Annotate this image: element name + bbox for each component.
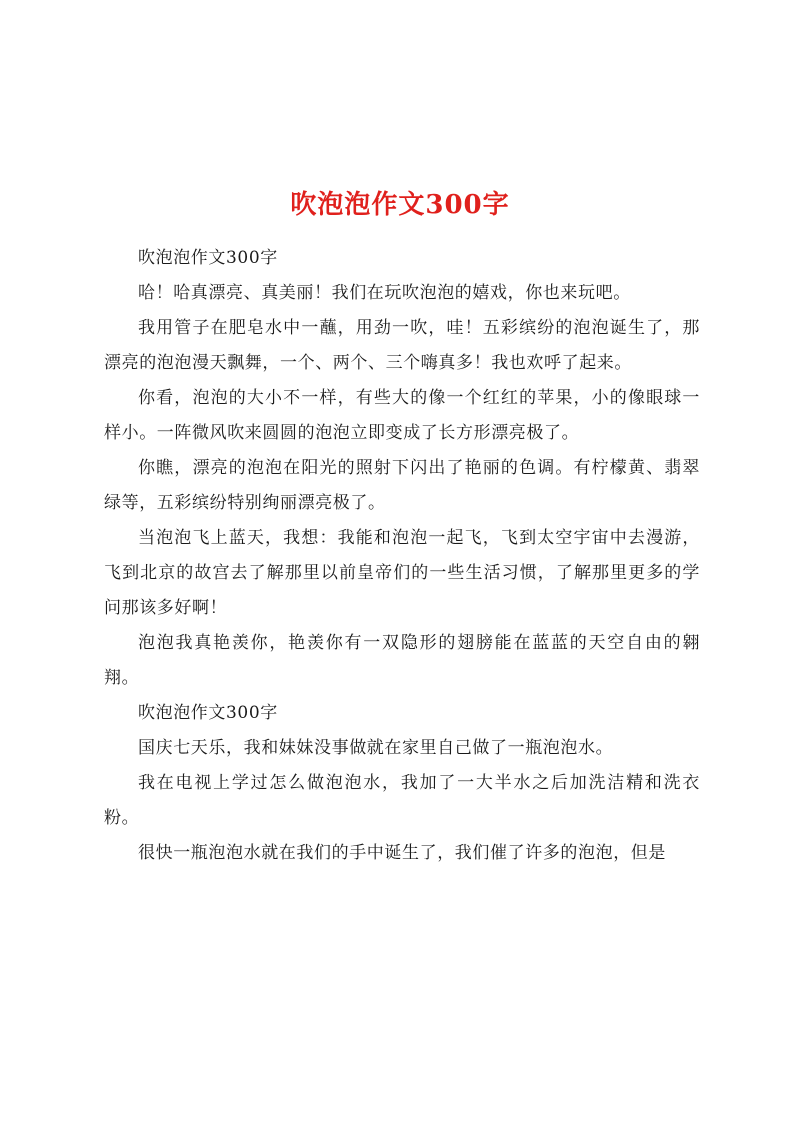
document-body: [104, 241, 700, 871]
paragraph: 我用管子在肥皂水中一蘸，用劲一吹，哇！五彩缤纷的泡泡诞生了，那漂亮的泡泡漫天飘舞，一个、两个、三个嗨真多！我也欢呼了起来。: [104, 318, 700, 373]
paragraph: 你瞧，漂亮的泡泡在阳光的照射下闪出了艳丽的色调。有柠檬黄、翡翠绿等，五彩缤纷特别绚丽漂亮极了。: [104, 458, 700, 513]
paragraph-subtitle-1: 吹泡泡作文300字: [138, 248, 278, 268]
paragraph-subtitle-2: 吹泡泡作文300字: [138, 703, 278, 723]
paragraph: 很快一瓶泡泡水就在我们的手中诞生了，我们催了许多的泡泡，但是: [138, 843, 666, 863]
paragraph: 泡泡我真艳羡你，艳羡你有一双隐形的翅膀能在蓝蓝的天空自由的翱翔。: [104, 633, 700, 688]
document-title: 吹泡泡作文300字: [290, 190, 510, 221]
paragraph: 国庆七天乐，我和妹妹没事做就在家里自己做了一瓶泡泡水。: [138, 738, 614, 758]
paragraph: 你看，泡泡的大小不一样，有些大的像一个红红的苹果，小的像眼球一样小。一阵微风吹来圆圆的泡泡立即变成了长方形漂亮极了。: [104, 388, 700, 443]
paragraph: 当泡泡飞上蓝天，我想：我能和泡泡一起飞，飞到太空宇宙中去漫游，飞到北京的故宫去了解那里以前皇帝们的一些生活习惯，了解那里更多的学问那该多好啊！: [104, 528, 700, 618]
paragraph: 哈！哈真漂亮、真美丽！我们在玩吹泡泡的嬉戏，你也来玩吧。: [138, 283, 631, 303]
paragraph: 我在电视上学过怎么做泡泡水，我加了一大半水之后加洗洁精和洗衣粉。: [104, 773, 700, 828]
